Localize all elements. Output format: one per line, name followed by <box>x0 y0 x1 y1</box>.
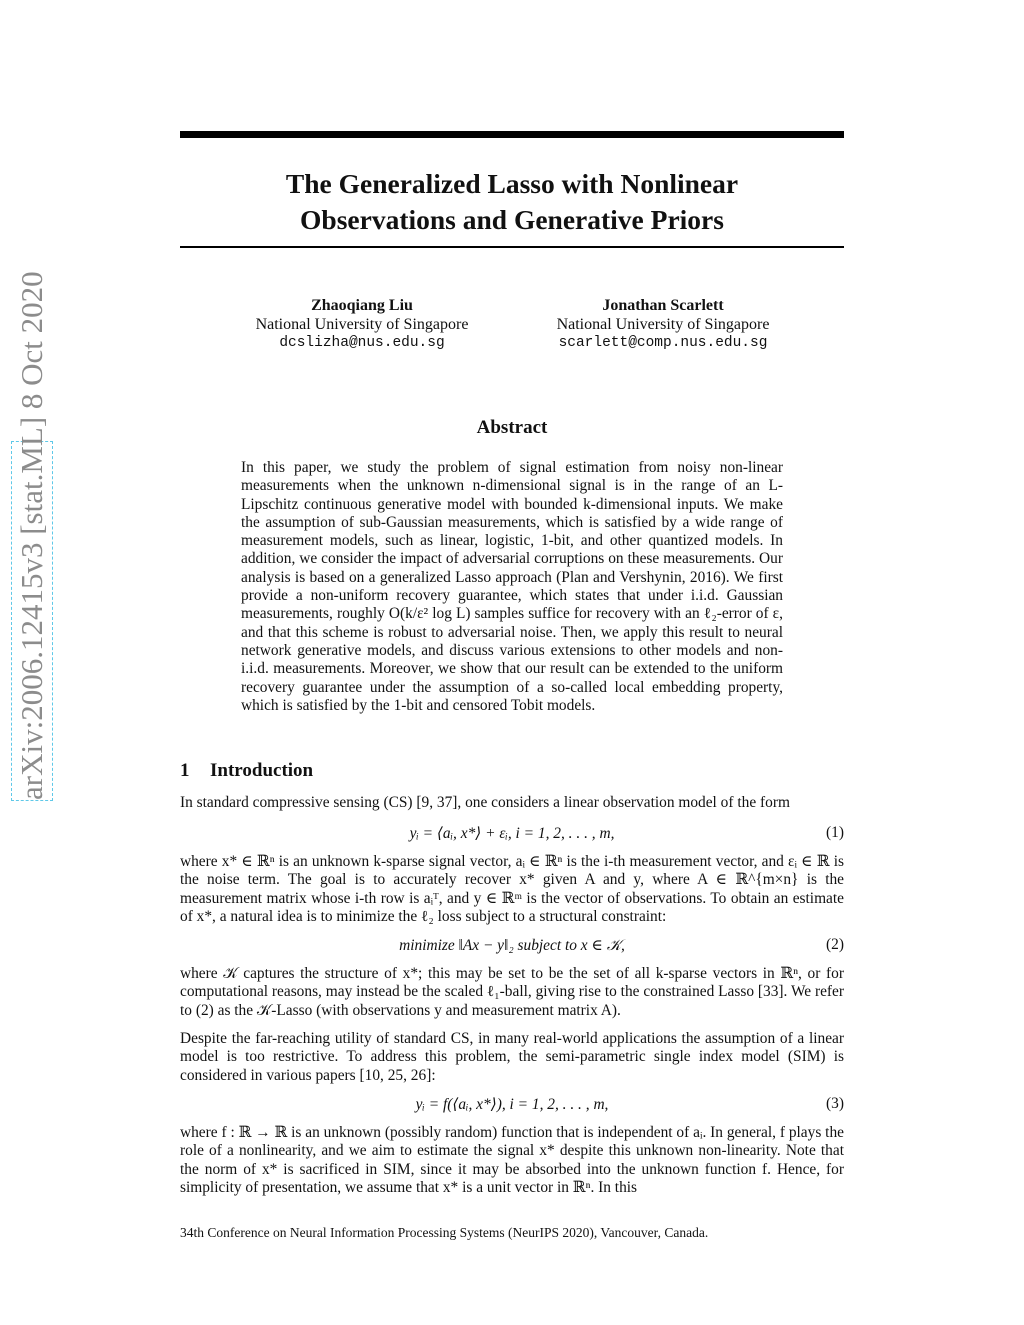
conference-footnote: 34th Conference on Neural Information Processing Systems (NeurIPS 2020), Vancouver, Canada. <box>180 1225 709 1240</box>
title-bottom-rule <box>180 246 844 248</box>
author-affiliation: National University of Singapore <box>556 316 770 333</box>
author-block-1 <box>212 296 512 353</box>
equation-expression: yᵢ = f(⟨aᵢ, x*⟩), i = 1, 2, . . . , m, <box>415 1096 609 1113</box>
intro-paragraph-5: where f : ℝ → ℝ is an unknown (possibly random) function that is independent of aᵢ. In general, f plays the role of a nonlinearity, and we aim to estimate the signal x* despite this unknown non-linearity. Note that the norm of x* is sacrificed in SIM, since it may be absorbed into the unknown function f. Hence, for simplicity of presentation, we assume that x* is a unit vector in ℝⁿ. In this <box>180 1124 844 1197</box>
section-title: Introduction <box>210 760 314 781</box>
author-email[interactable]: scarlett@comp.nus.edu.sg <box>558 335 768 351</box>
intro-paragraph-1: In standard compressive sensing (CS) [9, 37], one considers a linear observation model of the form <box>180 794 790 811</box>
title-line-2: Observations and Generative Priors <box>300 204 724 235</box>
equation-expression: yᵢ = ⟨aᵢ, x*⟩ + εᵢ, i = 1, 2, . . . , m, <box>409 825 615 842</box>
author-name: Jonathan Scarlett <box>602 297 724 314</box>
equation-number: (3) <box>826 1095 844 1112</box>
equation-1 <box>180 824 844 844</box>
title-line-1: The Generalized Lasso with Nonlinear <box>285 168 739 199</box>
equation-number: (1) <box>826 824 844 841</box>
equation-number: (2) <box>826 936 844 953</box>
equation-3 <box>180 1095 844 1115</box>
equation-2 <box>180 936 844 956</box>
author-email[interactable]: dcslizha@nus.edu.sg <box>279 335 445 351</box>
intro-paragraph-3: where 𝒦 captures the structure of x*; this may be set to be the set of all k-sparse vectors in ℝⁿ, or for computational reasons, may instead be the scaled ℓ₁-ball, giving rise to the constrained Lasso [33]. We refer to (2) as the 𝒦-Lasso (with observations y and measurement matrix A). <box>180 965 844 1019</box>
author-affiliation: National University of Singapore <box>255 316 469 333</box>
equation-expression: minimize ‖Ax − y‖₂ subject to x ∈ 𝒦, <box>399 937 625 954</box>
author-block-2 <box>513 296 813 353</box>
paper-title <box>180 166 844 238</box>
title-top-rule <box>180 131 844 138</box>
section-number: 1 <box>180 760 190 781</box>
author-name: Zhaoqiang Liu <box>311 297 413 314</box>
arxiv-identifier-stamp: arXiv:2006.12415v3 [stat.ML] 8 Oct 2020 <box>11 441 53 801</box>
intro-paragraph-2: where x* ∈ ℝⁿ is an unknown k-sparse signal vector, aᵢ ∈ ℝⁿ is the i-th measurement vector, and εᵢ ∈ ℝ is the noise term. The goal is to accurately recover x* given A and y, where A ∈ ℝ^{m×n} is the measurement matrix whose i-th row is aᵢᵀ, and y ∈ ℝᵐ is the vector of observations. To obtain an estimate of x*, a natural idea is to minimize the ℓ₂ loss subject to a structural constraint: <box>180 853 844 926</box>
abstract-body: In this paper, we study the problem of signal estimation from noisy non-linear measurements when the unknown n-dimensional signal is in the range of an L-Lipschitz continuous generative model with bounded k-dimensional inputs. We make the assumption of sub-Gaussian measurements, which is satisfied by a wide range of measurement models, such as linear, logistic, 1-bit, and other quantized models. In addition, we consider the impact of adversarial corruptions on these measurements. Our analysis is based on a generalized Lasso approach (Plan and Vershynin, 2016). We first provide a non-uniform recovery guarantee, which states that under i.i.d. Gaussian measurements, roughly O(k/ε² log L) samples suffice for recovery with an ℓ₂-error of ε, and that this scheme is robust to adversarial noise. Then, we apply this result to neural network generative models, and discuss various extensions to other models and non-i.i.d. measurements. Moreover, we show that our result can be extended to the uniform recovery guarantee under the assumption of a so-called local embedding property, which is satisfied by the 1-bit and censored Tobit models. <box>241 459 783 714</box>
intro-paragraph-4: Despite the far-reaching utility of standard CS, in many real-world applications the assumption of a linear model is too restrictive. To address this problem, the semi-parametric single index model (SIM) is considered in various papers [10, 25, 26]: <box>180 1030 844 1084</box>
section-heading <box>180 760 313 782</box>
abstract-heading: Abstract <box>476 417 548 438</box>
